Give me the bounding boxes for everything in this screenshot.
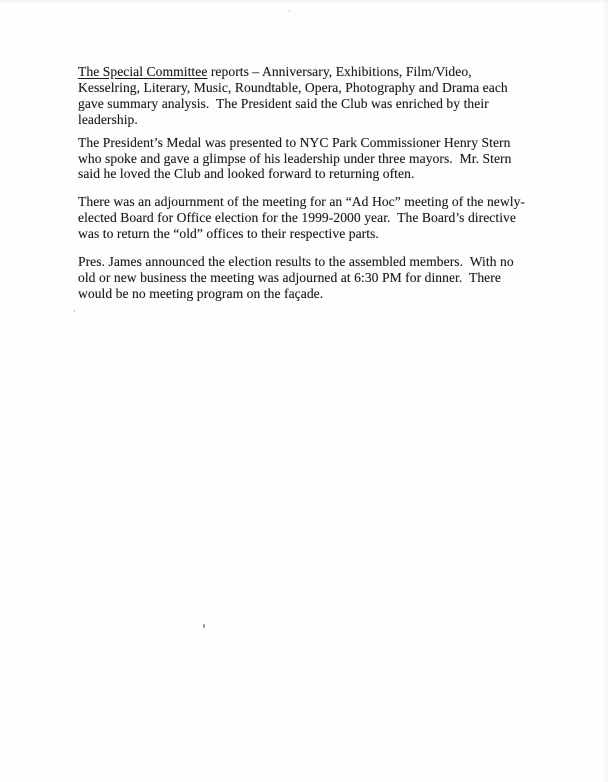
text-line: elected Board for Office election for the 1999-2000 year. The Board’s directive (78, 210, 516, 226)
scan-speck (74, 310, 75, 312)
text-line (78, 64, 568, 80)
text-line: old or new business the meeting was adjourned at 6:30 PM for dinner. There (78, 269, 501, 285)
paragraph-election-results (78, 254, 568, 302)
text-line: said he loved the Club and looked forward to returning often. (78, 166, 415, 182)
text-line: would be no meeting program on the façade. (78, 285, 324, 301)
text-line: Pres. James announced the election results to the assembled members. With no (78, 254, 514, 270)
paragraph-adjournment (78, 194, 568, 242)
text-line: The President’s Medal was presented to NYC Park Commissioner Henry Stern (78, 134, 511, 150)
paragraph-special-committee (78, 64, 568, 128)
text-line: leadership. (78, 111, 138, 127)
text-line: Kesselring, Literary, Music, Roundtable, Opera, Photography and Drama each (78, 79, 508, 95)
text-line: who spoke and gave a glimpse of his leadership under three mayors. Mr. Stern (78, 150, 512, 166)
underlined-phrase: The Special Committee (78, 64, 208, 79)
text-line: gave summary analysis. The President said the Club was enriched by their (78, 95, 489, 111)
text-line: There was an adjournment of the meeting for an “Ad Hoc” meeting of the newly- (78, 194, 525, 210)
line-text: reports – Anniversary, Exhibitions, Film/Video, (207, 64, 472, 79)
text-line: was to return the “old” offices to their respective parts. (78, 226, 379, 242)
scan-speck (289, 10, 290, 12)
paragraph-presidents-medal (78, 135, 568, 183)
document-text (78, 64, 568, 314)
scan-speck (203, 624, 205, 628)
